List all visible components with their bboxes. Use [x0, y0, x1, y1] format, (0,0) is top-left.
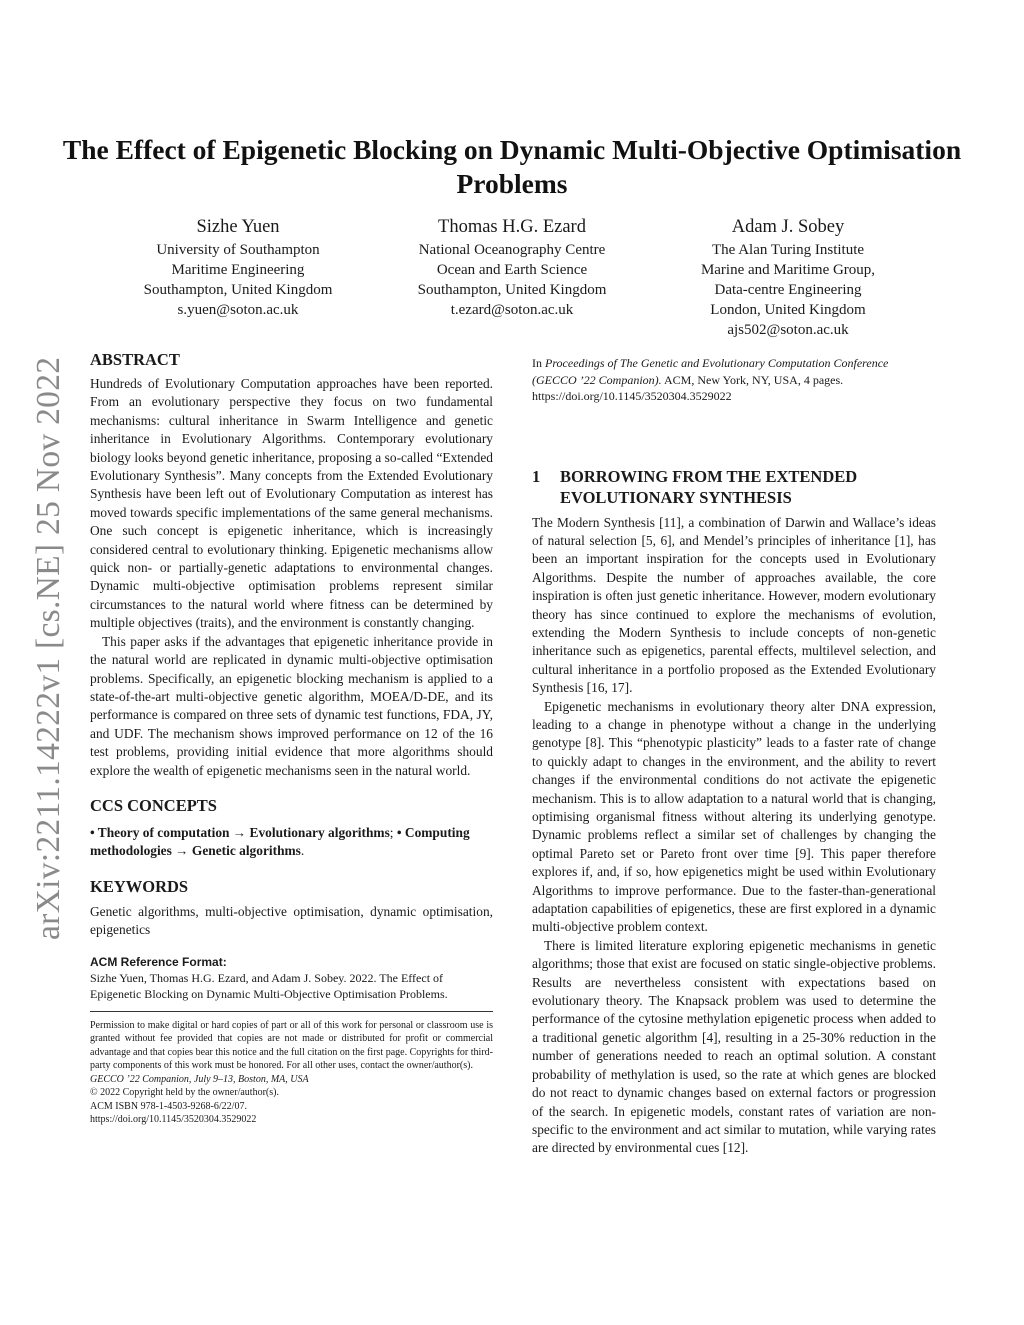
proceedings-note [532, 355, 936, 405]
author-block [638, 215, 938, 340]
author-affiliation: Southampton, United Kingdom [417, 282, 607, 298]
author-block [362, 215, 662, 320]
author-name: Thomas H.G. Ezard [438, 217, 586, 237]
proceedings-prefix: In [532, 356, 545, 370]
acm-reference-label: ACM Reference Format: [90, 954, 227, 969]
ccs-heading: CCS CONCEPTS [90, 795, 217, 815]
permission-doi-link[interactable]: https://doi.org/10.1145/3520304.3529022 [90, 1114, 257, 1126]
permission-copyright: © 2022 Copyright held by the owner/author(s). [90, 1087, 279, 1099]
ccs-concept-1: • Theory of computation → Evolutionary algorithms [90, 824, 390, 840]
author-name: Adam J. Sobey [731, 217, 845, 237]
author-name: Sizhe Yuen [196, 217, 280, 237]
ccs-concept-2: • Computing methodologies → Genetic algorithms [90, 824, 470, 859]
ccs-separator: ; [389, 824, 397, 840]
paper-title: The Effect of Epigenetic Blocking on Dynamic Multi-Objective Optimisation Problems [62, 134, 962, 199]
author-affiliation: National Oceanography Centre [418, 242, 606, 258]
permission-isbn: ACM ISBN 978-1-4503-9268-6/22/07. [90, 1100, 247, 1112]
permission-venue: GECCO ’22 Companion, July 9–13, Boston, MA, USA [90, 1073, 309, 1085]
proceedings-venue: Proceedings of The Genetic and Evolutionary Computation Conference (GECCO ’22 Companion). [532, 356, 889, 387]
permission-text: Permission to make digital or hard copies of part or all of this work for personal or classroom use is granted without fee provided that copies are not made or distributed for profit or commercial advantage and that copies bear this notice and the full citation on the first page. Copyrights for third-party components of this work must be honored. For all other uses, contact the owner/author(s). [90, 1019, 493, 1072]
permission-notice [90, 1019, 493, 1127]
proceedings-rest[interactable]: ACM, New York, NY, USA, 4 pages. https://doi.org/10.1145/3520304.3529022 [532, 372, 844, 403]
author-affiliation: University of Southampton [156, 242, 320, 258]
author-affiliation: The Alan Turing Institute [711, 242, 865, 258]
section-1-paragraph: There is limited literature exploring epigenetic mechanisms in genetic algorithms; those that exist are focused on static single-objective problems. Results are nevertheless consistent with expectations based on evolutionary theory. The Knapsack problem was used to determine the performance of the cytosine methylation epigenetic process when added to a traditional genetic algorithm [4], resulting in a 25-30% reduction in the number of generations needed to reach an optimal solution. A constant probability of methylation is used, so the rate at which genes are blocked do not react to dynamic changes based on external factors or progression of the search. In epigenetic models, constant rates of variation are non-specific to the environment and act similar to mutation, while varying rates are directed by environmental cues [12]. [532, 937, 936, 1156]
author-affiliation: London, United Kingdom [710, 302, 866, 318]
section-title: BORROWING FROM THE EXTENDED EVOLUTIONARY SYNTHESIS [560, 466, 858, 507]
section-number: 1 [532, 466, 541, 486]
right-column [532, 355, 936, 1158]
author-affiliation: Marine and Maritime Group, [700, 262, 876, 278]
abstract-heading: ABSTRACT [90, 350, 180, 369]
arxiv-identifier: arXiv:2211.14222v1 [cs.NE] 25 Nov 2022 [30, 356, 67, 940]
acm-reference-text: Sizhe Yuen, Thomas H.G. Ezard, and Adam J. Sobey. 2022. The Effect of Epigenetic Blocking on Dynamic Multi-Objective Optimisation Problems. [90, 970, 448, 1001]
ccs-end: . [300, 843, 305, 859]
keywords-heading: KEYWORDS [90, 876, 189, 896]
author-affiliation: Ocean and Earth Science [436, 262, 588, 278]
section-1-heading [532, 466, 936, 508]
section-1-paragraph: Epigenetic mechanisms in evolutionary theory alter DNA expression, leading to a change in phenotype without a change in the underlying genotype [8]. This “phenotypic plasticity” leads to a faster rate of change to quickly adapt to changes in the environment, and the ability to revert changes if the environmental conditions do not activate the epigenetic mechanism. This is to allow adaptation to a natural world that is changing, optimising organismal fitness without altering its underlying genotype. Dynamic problems reflect a similar set of challenges by changing the optimal Pareto set or Pareto front over time [9]. This paper therefore explores if, and, if so, how epigenetics might be used within Evolutionary Algorithms to improve performance. Due to the faster-than-generational adaptation capabilities of epigenetics, these are first explored in a dynamic multi-objective problem context. [532, 698, 936, 935]
left-column [90, 350, 493, 1127]
author-block [88, 215, 388, 320]
section-1-paragraph: The Modern Synthesis [11], a combination of Darwin and Wallace’s ideas of natural selection [5, 6], and Mendel’s principles of inheritance [1], has been an important inspiration for the concepts used in Evolutionary Algorithms. Despite the number of approaches available, the core inspiration is often just genetic inheritance. However, modern evolutionary theory has since continued to explore the mechanisms of evolution, extending the Modern Synthesis to include concepts of non-genetic inheritance such as epigenetics, parental effects, multilevel selection, and cultural inheritance in a portfolio proposed as the Extended Evolutionary Synthesis [16, 17]. [532, 514, 936, 696]
author-affiliation: Data-centre Engineering [714, 282, 862, 298]
author-email[interactable]: ajs502@soton.ac.uk [727, 322, 849, 338]
author-email[interactable]: s.yuen@soton.ac.uk [177, 302, 299, 318]
author-email[interactable]: t.ezard@soton.ac.uk [450, 302, 574, 318]
keywords-text: Genetic algorithms, multi-objective optimisation, dynamic optimisation, epigenetics [90, 903, 493, 938]
ccs-concepts [90, 824, 493, 861]
author-affiliation: Maritime Engineering [171, 262, 305, 278]
author-affiliation: Southampton, United Kingdom [143, 282, 333, 298]
abstract-paragraph: Hundreds of Evolutionary Computation approaches have been reported. From an evolutionary perspective they focus on two fundamental mechanisms: cultural inheritance in Swarm Intelligence and genetic inheritance in Evolutionary Algorithms. Contemporary evolutionary biology looks beyond genetic inheritance, proposing a so-called “Extended Evolutionary Synthesis”. Many concepts from the Extended Evolutionary Synthesis have been left out of Evolutionary Computation as interest has moved towards specific implementations of the same general mechanisms. One such concept is epigenetic inheritance, which is increasingly considered central to evolutionary thinking. Epigenetic mechanisms allow quick non- or partially-genetic adaptations to environmental changes. Dynamic multi-objective optimisation problems represent similar circumstances to the natural world where fitness can be determined by multiple objectives (traits), and the environment is constantly changing. [90, 376, 493, 631]
footnote-divider [90, 1011, 493, 1012]
abstract-paragraph: This paper asks if the advantages that epigenetic inheritance provide in the natural world are replicated in dynamic multi-objective optimisation problems. Specifically, an epigenetic blocking mechanism is applied to a state-of-the-art multi-objective genetic algorithm, MOEA/D-DE, and its performance is compared on three sets of dynamic test functions, FDA, JY, and UDF. The mechanism shows improved performance on 12 of the 16 test problems, providing initial evidence that more algorithms should explore the wealth of epigenetic mechanisms seen in the natural world. [90, 633, 493, 778]
